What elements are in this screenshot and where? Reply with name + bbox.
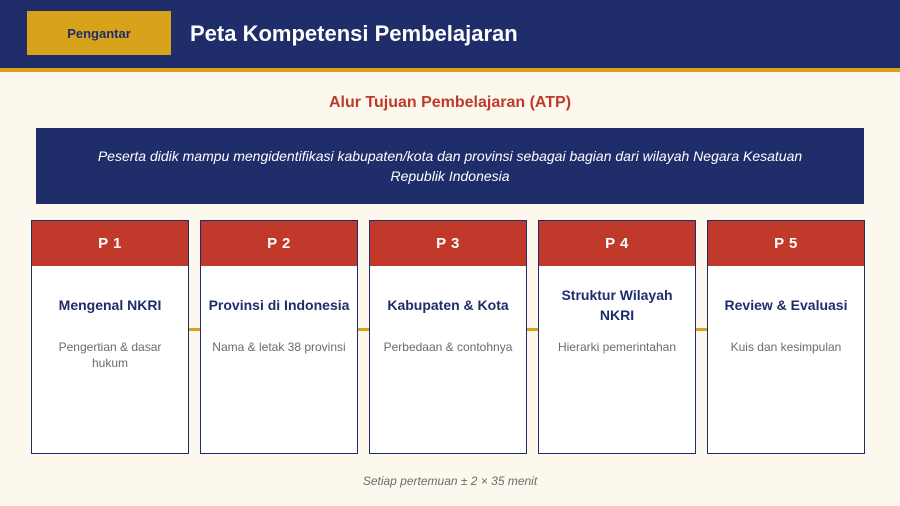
meeting-description: Nama & letak 38 provinsi: [212, 340, 346, 354]
section-badge: Pengantar: [27, 11, 171, 55]
meeting-title: Provinsi di Indonesia: [208, 297, 350, 313]
learning-goal-text: Peserta didik mampu mengidentifikasi kabupaten/kota dan provinsi sebagai bagian dari wilayah Negara Kesatuan Republik Indonesia: [97, 148, 803, 184]
meeting-card-p4: [538, 220, 696, 454]
header-accent-stripe: [0, 68, 900, 72]
meeting-title: Struktur Wilayah NKRI: [561, 287, 673, 323]
meeting-code: P 5: [708, 221, 864, 266]
meeting-title: Mengenal NKRI: [58, 297, 162, 313]
learning-goal-box: [36, 128, 864, 204]
meeting-card-p5: [707, 220, 865, 454]
section-heading: Alur Tujuan Pembelajaran (ATP): [328, 94, 572, 111]
meeting-card-p1: [31, 220, 189, 454]
meeting-card-p3: [369, 220, 527, 454]
meeting-title: Kabupaten & Kota: [387, 297, 509, 313]
meeting-description: Perbedaan & contohnya: [383, 340, 513, 354]
meeting-title: Review & Evaluasi: [724, 297, 848, 313]
meeting-code: P 4: [539, 221, 695, 266]
meeting-description: Kuis dan kesimpulan: [730, 340, 842, 354]
page-title: Peta Kompetensi Pembelajaran: [190, 21, 518, 46]
meeting-code: P 1: [32, 221, 188, 266]
meeting-description: Hierarki pemerintahan: [557, 340, 677, 354]
meeting-description: Pengertian & dasar hukum: [58, 340, 162, 370]
meeting-card-p2: [200, 220, 358, 454]
duration-footnote: Setiap pertemuan ± 2 × 35 menit: [362, 474, 538, 488]
meeting-code: P 3: [370, 221, 526, 266]
meeting-code: P 2: [201, 221, 357, 266]
